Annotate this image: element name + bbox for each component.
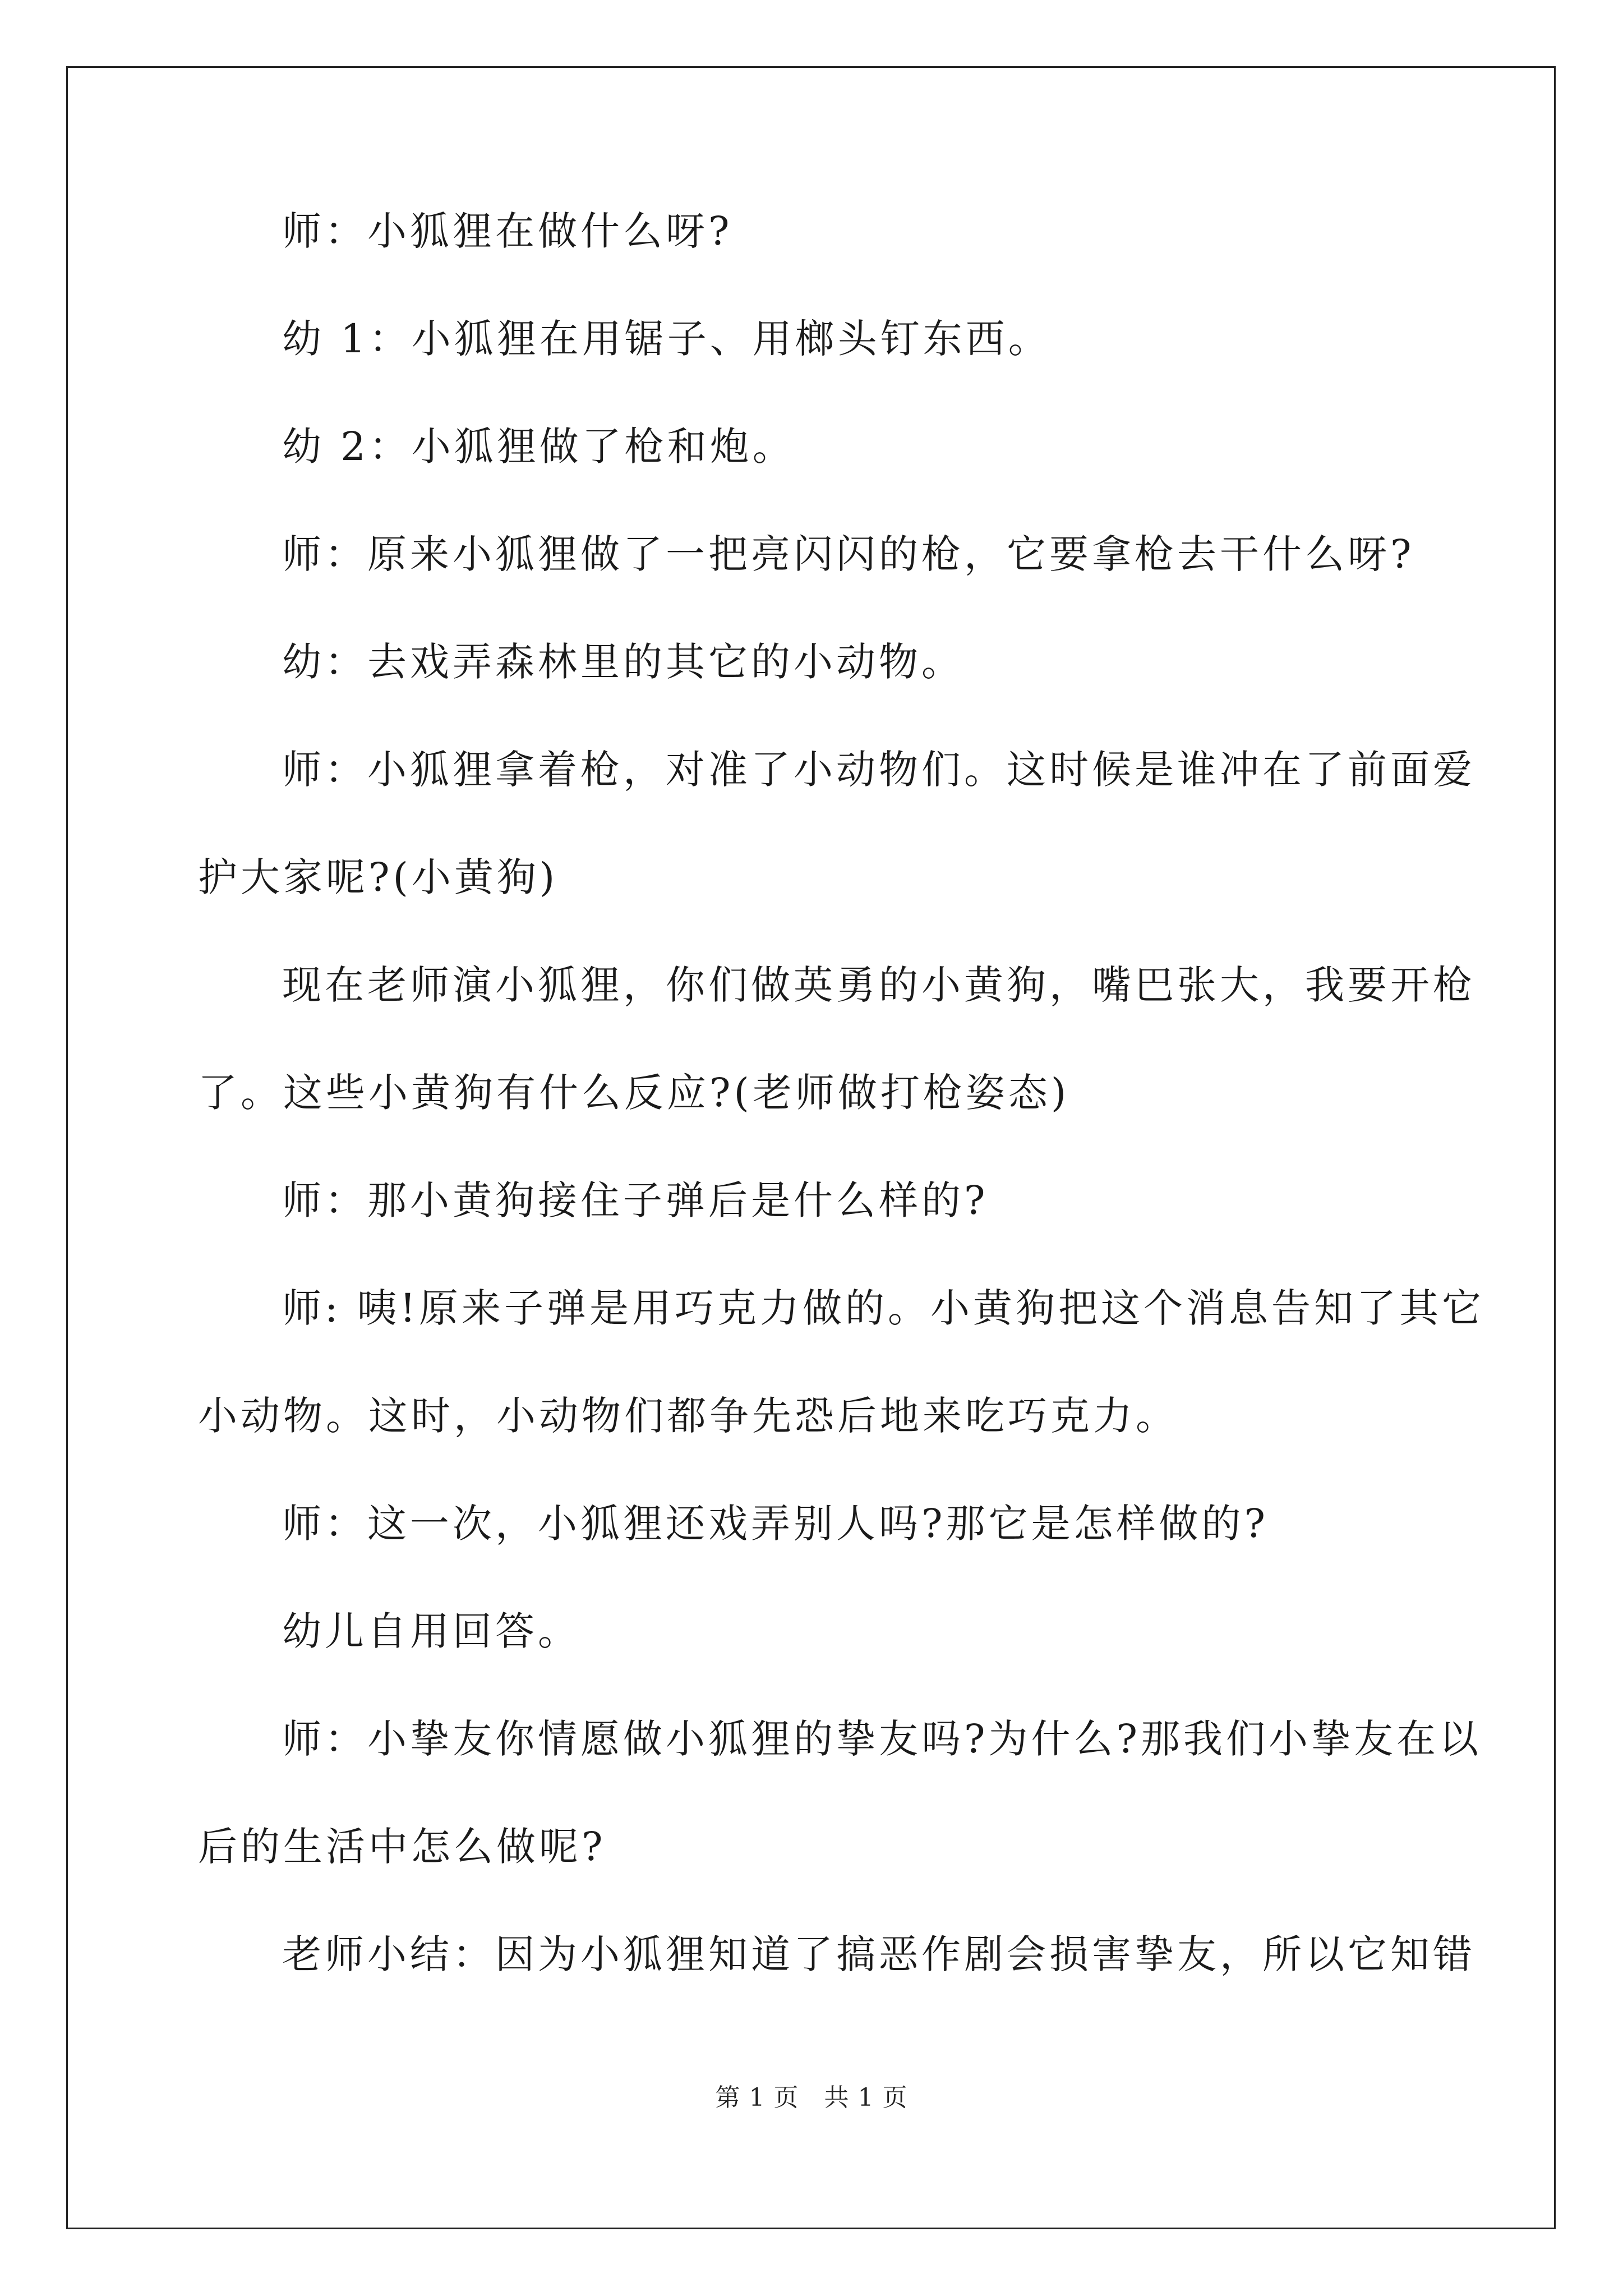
- paragraph-line: 师：小挚友你情愿做小狐狸的挚友吗?为什么?那我们小挚友在以: [282, 1716, 1482, 1762]
- paragraph-line-continuation: 后的生活中怎么做呢?: [198, 1824, 606, 1870]
- paragraph-line: 师：小狐狸拿着枪，对准了小动物们。这时候是谁冲在了前面爱: [282, 747, 1476, 793]
- paragraph-line: 师：那小黄狗接住子弹后是什么样的?: [282, 1177, 989, 1223]
- paragraph-line: 现在老师演小狐狸，你们做英勇的小黄狗，嘴巴张大，我要开枪: [282, 962, 1476, 1008]
- paragraph-line-continuation: 护大家呢?(小黄狗): [198, 854, 559, 900]
- page-footer: 第 1 页 共 1 页: [715, 2083, 908, 2112]
- paragraph-line: 幼 1：小狐狸在用锯子、用榔头钉东西。: [282, 316, 1051, 362]
- paragraph-line: 师: 咦!原来子弹是用巧克力做的。小黄狗把这个消息告知了其它: [282, 1285, 1484, 1331]
- paragraph-line: 幼 2：小狐狸做了枪和炮。: [282, 424, 795, 470]
- paragraph-line: 老师小结：因为小狐狸知道了搞恶作剧会损害挚友，所以它知错: [282, 1931, 1476, 1977]
- paragraph-line: 师：原来小狐狸做了一把亮闪闪的枪，它要拿枪去干什么呀?: [282, 531, 1415, 577]
- page-border: [66, 66, 1556, 2229]
- paragraph-line: 师：小狐狸在做什么呀?: [282, 208, 733, 254]
- paragraph-line-continuation: 小动物。这时，小动物们都争先恐后地来吃巧克力。: [198, 1393, 1178, 1439]
- paragraph-line: 幼儿自用回答。: [282, 1608, 580, 1654]
- paragraph-line: 幼：去戏弄森林里的其它的小动物。: [282, 639, 964, 685]
- paragraph-line-continuation: 了。这些小黄狗有什么反应?(老师做打枪姿态): [198, 1070, 1070, 1116]
- paragraph-line: 师：这一次，小狐狸还戏弄别人吗?那它是怎样做的?: [282, 1501, 1269, 1547]
